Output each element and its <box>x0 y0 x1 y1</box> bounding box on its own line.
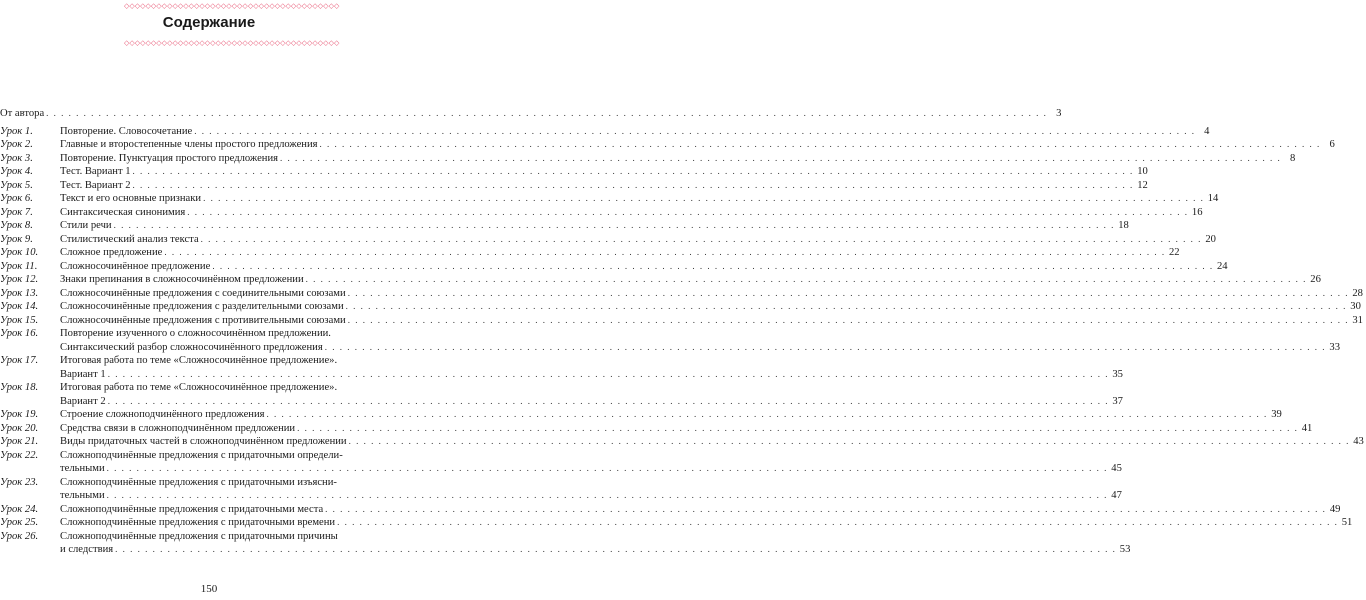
toc-entry[interactable] <box>0 206 1203 220</box>
toc-entry[interactable] <box>0 530 1131 557</box>
toc-entry-title: Сложное предложение <box>60 247 163 258</box>
toc-lesson-number: Урок 8. <box>0 220 33 231</box>
toc-entry-title: От автора <box>0 108 45 119</box>
toc-lesson-number: Урок 3. <box>0 152 33 164</box>
toc-entry-title: Знаки препинания в сложносочинённом предложении <box>60 274 304 285</box>
toc-entry-title: Сложноподчинённые предложения с придаточными изъясни- <box>60 476 337 488</box>
toc-lesson-number: Урок 1. <box>0 125 33 137</box>
dot-leader <box>325 341 1326 355</box>
toc-lesson-number: Урок 21. <box>0 436 39 447</box>
toc-lesson-number: Урок 2. <box>0 139 33 150</box>
toc-entry-title: Строение сложноподчинённого предложения <box>60 409 265 420</box>
toc-entry-title: Повторение изученного о сложносочинённом предложении. <box>60 328 331 339</box>
dot-leader <box>297 422 1298 436</box>
toc-entry-title: тельными <box>60 490 105 501</box>
toc-entry-title: Сложноподчинённые предложения с придаточными причины <box>60 530 338 542</box>
toc-entry[interactable] <box>0 354 1123 381</box>
dot-leader <box>201 233 1202 247</box>
toc-page-number: 12 <box>1137 179 1148 191</box>
toc-lesson-number: Урок 17. <box>0 355 39 366</box>
dot-leader <box>194 125 1195 139</box>
dot-leader <box>346 300 1347 314</box>
toc-lesson-number: Урок 19. <box>0 409 39 420</box>
toc-entry-title: Сложноподчинённые предложения с придаточными места <box>60 503 324 515</box>
toc-lesson-number: Урок 15. <box>0 314 39 326</box>
toc-lesson-number: Урок 20. <box>0 422 39 434</box>
toc-entry-title: Текст и его основные признаки <box>60 193 202 204</box>
toc-entry-title: Стили речи <box>60 220 112 231</box>
dot-leader <box>107 489 1108 503</box>
dot-leader <box>187 206 1188 220</box>
toc-entry[interactable] <box>0 287 1363 301</box>
toc-page-number: 6 <box>1329 139 1335 150</box>
toc-entry-title: Сложносочинённые предложения с соединительными союзами <box>60 287 346 299</box>
toc-page-number: 3 <box>1056 108 1062 119</box>
toc-lesson-number: Урок 14. <box>0 301 39 312</box>
page-number: 150 <box>200 583 218 595</box>
toc-lesson-number: Урок 9. <box>0 233 33 245</box>
toc-entry-title: Сложносочинённое предложение <box>60 260 211 272</box>
toc-entry-title: Виды придаточных частей в сложноподчинённом предложении <box>60 436 347 447</box>
toc-page-number: 43 <box>1353 436 1364 447</box>
toc-entry[interactable] <box>0 233 1216 247</box>
toc-page-number: 8 <box>1289 152 1296 164</box>
toc-page-number: 33 <box>1329 341 1340 353</box>
toc-lesson-number: Урок 23. <box>0 476 39 488</box>
table-of-contents <box>0 107 1364 557</box>
toc-page-number: 20 <box>1205 233 1216 245</box>
toc-entry[interactable] <box>0 246 1180 260</box>
toc-entry[interactable] <box>0 327 1340 354</box>
toc-page-number: 14 <box>1207 193 1219 204</box>
toc-entry[interactable] <box>0 516 1353 530</box>
toc-entry[interactable] <box>0 422 1313 436</box>
toc-entry-title: Сложносочинённые предложения с разделительными союзами <box>60 301 344 312</box>
dot-leader <box>46 107 1047 121</box>
toc-entry[interactable] <box>0 260 1228 274</box>
toc-entry-title: Вариант 2 <box>60 395 106 407</box>
toc-entry[interactable] <box>0 125 1210 139</box>
toc-entry-title: Повторение. Словосочетание <box>60 125 193 137</box>
toc-lesson-number: Урок 7. <box>0 206 33 218</box>
dot-leader <box>164 246 1165 260</box>
toc-page-number: 37 <box>1112 395 1123 407</box>
dot-leader <box>114 219 1115 233</box>
toc-page-number: 10 <box>1137 166 1148 177</box>
toc-page-number: 53 <box>1119 544 1131 555</box>
toc-entry[interactable] <box>0 503 1341 517</box>
toc-entry-title: Синтаксический разбор сложносочинённого предложения <box>60 341 323 353</box>
toc-page-number: 26 <box>1310 274 1321 285</box>
dot-leader <box>267 408 1268 422</box>
toc-page-number: 45 <box>1111 463 1122 474</box>
dot-leader <box>133 179 1134 193</box>
toc-entry[interactable] <box>0 300 1361 314</box>
toc-entry[interactable] <box>0 219 1129 233</box>
dot-leader <box>107 462 1108 476</box>
toc-page-number: 24 <box>1216 260 1228 272</box>
toc-lesson-number: Урок 16. <box>0 328 39 339</box>
top-ornament: ◇◇◇◇◇◇◇◇◇◇◇◇◇◇◇◇◇◇◇◇◇◇◇◇◇◇◇◇◇◇◇◇◇◇◇◇◇◇◇◇ <box>124 2 340 10</box>
toc-entry-title: Сложноподчинённые предложения с придаточными определи- <box>60 449 343 461</box>
toc-entry-title: Вариант 1 <box>60 368 106 380</box>
toc-entry-title: Итоговая работа по теме «Сложносочинённое предложение». <box>60 382 338 393</box>
toc-page-number: 31 <box>1352 314 1363 326</box>
dot-leader <box>337 516 1338 530</box>
toc-entry[interactable] <box>0 449 1122 476</box>
dot-leader <box>280 152 1281 166</box>
toc-lesson-number: Урок 11. <box>0 260 38 272</box>
toc-entry[interactable] <box>0 476 1122 503</box>
toc-entry[interactable] <box>0 152 1296 166</box>
bottom-ornament: ◇◇◇◇◇◇◇◇◇◇◇◇◇◇◇◇◇◇◇◇◇◇◇◇◇◇◇◇◇◇◇◇◇◇◇◇◇◇◇◇ <box>124 39 340 47</box>
dot-leader <box>133 165 1134 179</box>
toc-entry[interactable] <box>0 138 1335 152</box>
toc-entry-title: Сложноподчинённые предложения с придаточными времени <box>60 517 336 528</box>
toc-page-number: 28 <box>1352 287 1363 299</box>
toc-lesson-number: Урок 18. <box>0 382 39 393</box>
toc-page-number: 35 <box>1112 368 1123 380</box>
toc-entry-title: Тест. Вариант 2 <box>60 179 131 191</box>
dot-leader <box>203 192 1204 206</box>
toc-page-number: 49 <box>1329 503 1341 515</box>
toc-lesson-number: Урок 26. <box>0 530 39 542</box>
toc-entry-title: Синтаксическая синонимия <box>60 206 186 218</box>
dot-leader <box>349 435 1350 449</box>
toc-page-number: 39 <box>1271 409 1282 420</box>
dot-leader <box>325 503 1326 517</box>
toc-page-number: 22 <box>1168 247 1180 258</box>
toc-entry[interactable] <box>0 107 1062 121</box>
dot-leader <box>348 287 1349 301</box>
toc-lesson-number: Урок 24. <box>0 503 39 515</box>
toc-lesson-number: Урок 13. <box>0 287 39 299</box>
toc-entry-title: Итоговая работа по теме «Сложносочинённое предложение». <box>60 355 338 366</box>
dot-leader <box>212 260 1213 274</box>
toc-page-number: 30 <box>1350 301 1361 312</box>
toc-page-number: 16 <box>1191 206 1203 218</box>
toc-entry-title: и следствия <box>60 544 114 555</box>
toc-entry-title: Стилистический анализ текста <box>60 233 199 245</box>
toc-lesson-number: Урок 6. <box>0 193 33 204</box>
toc-entry-title: Тест. Вариант 1 <box>60 166 131 177</box>
toc-lesson-number: Урок 25. <box>0 517 39 528</box>
toc-entry-title: Средства связи в сложноподчинённом предложении <box>60 422 296 434</box>
toc-lesson-number: Урок 10. <box>0 247 39 258</box>
toc-entry[interactable] <box>0 192 1219 206</box>
dot-leader <box>306 273 1307 287</box>
dot-leader <box>320 138 1321 152</box>
toc-entry[interactable] <box>0 179 1148 193</box>
toc-entry[interactable] <box>0 435 1364 449</box>
toc-entry[interactable] <box>0 408 1282 422</box>
dot-leader <box>348 314 1349 328</box>
toc-lesson-number: Урок 5. <box>0 179 33 191</box>
toc-entry-title: Главные и второстепенные члены простого предложения <box>60 139 318 150</box>
toc-lesson-number: Урок 22. <box>0 449 39 461</box>
dot-leader <box>108 395 1109 409</box>
page-title: Содержание <box>162 14 256 31</box>
toc-page-number: 51 <box>1341 517 1353 528</box>
toc-entry-title: Сложносочинённые предложения с противительными союзами <box>60 314 346 326</box>
toc-entry-title: тельными <box>60 463 105 474</box>
toc-lesson-number: Урок 4. <box>0 166 33 177</box>
toc-entry[interactable] <box>0 273 1321 287</box>
toc-lesson-number: Урок 12. <box>0 274 39 285</box>
dot-leader <box>108 368 1109 382</box>
toc-entry-title: Повторение. Пунктуация простого предложения <box>60 152 279 164</box>
toc-page-number: 47 <box>1111 490 1122 501</box>
toc-entry[interactable] <box>0 381 1123 408</box>
toc-page-number: 18 <box>1118 220 1129 231</box>
toc-entry[interactable] <box>0 165 1148 179</box>
toc-entry[interactable] <box>0 314 1363 328</box>
toc-page-number: 4 <box>1204 125 1210 137</box>
dot-leader <box>115 543 1116 557</box>
toc-page-number: 41 <box>1301 422 1313 434</box>
